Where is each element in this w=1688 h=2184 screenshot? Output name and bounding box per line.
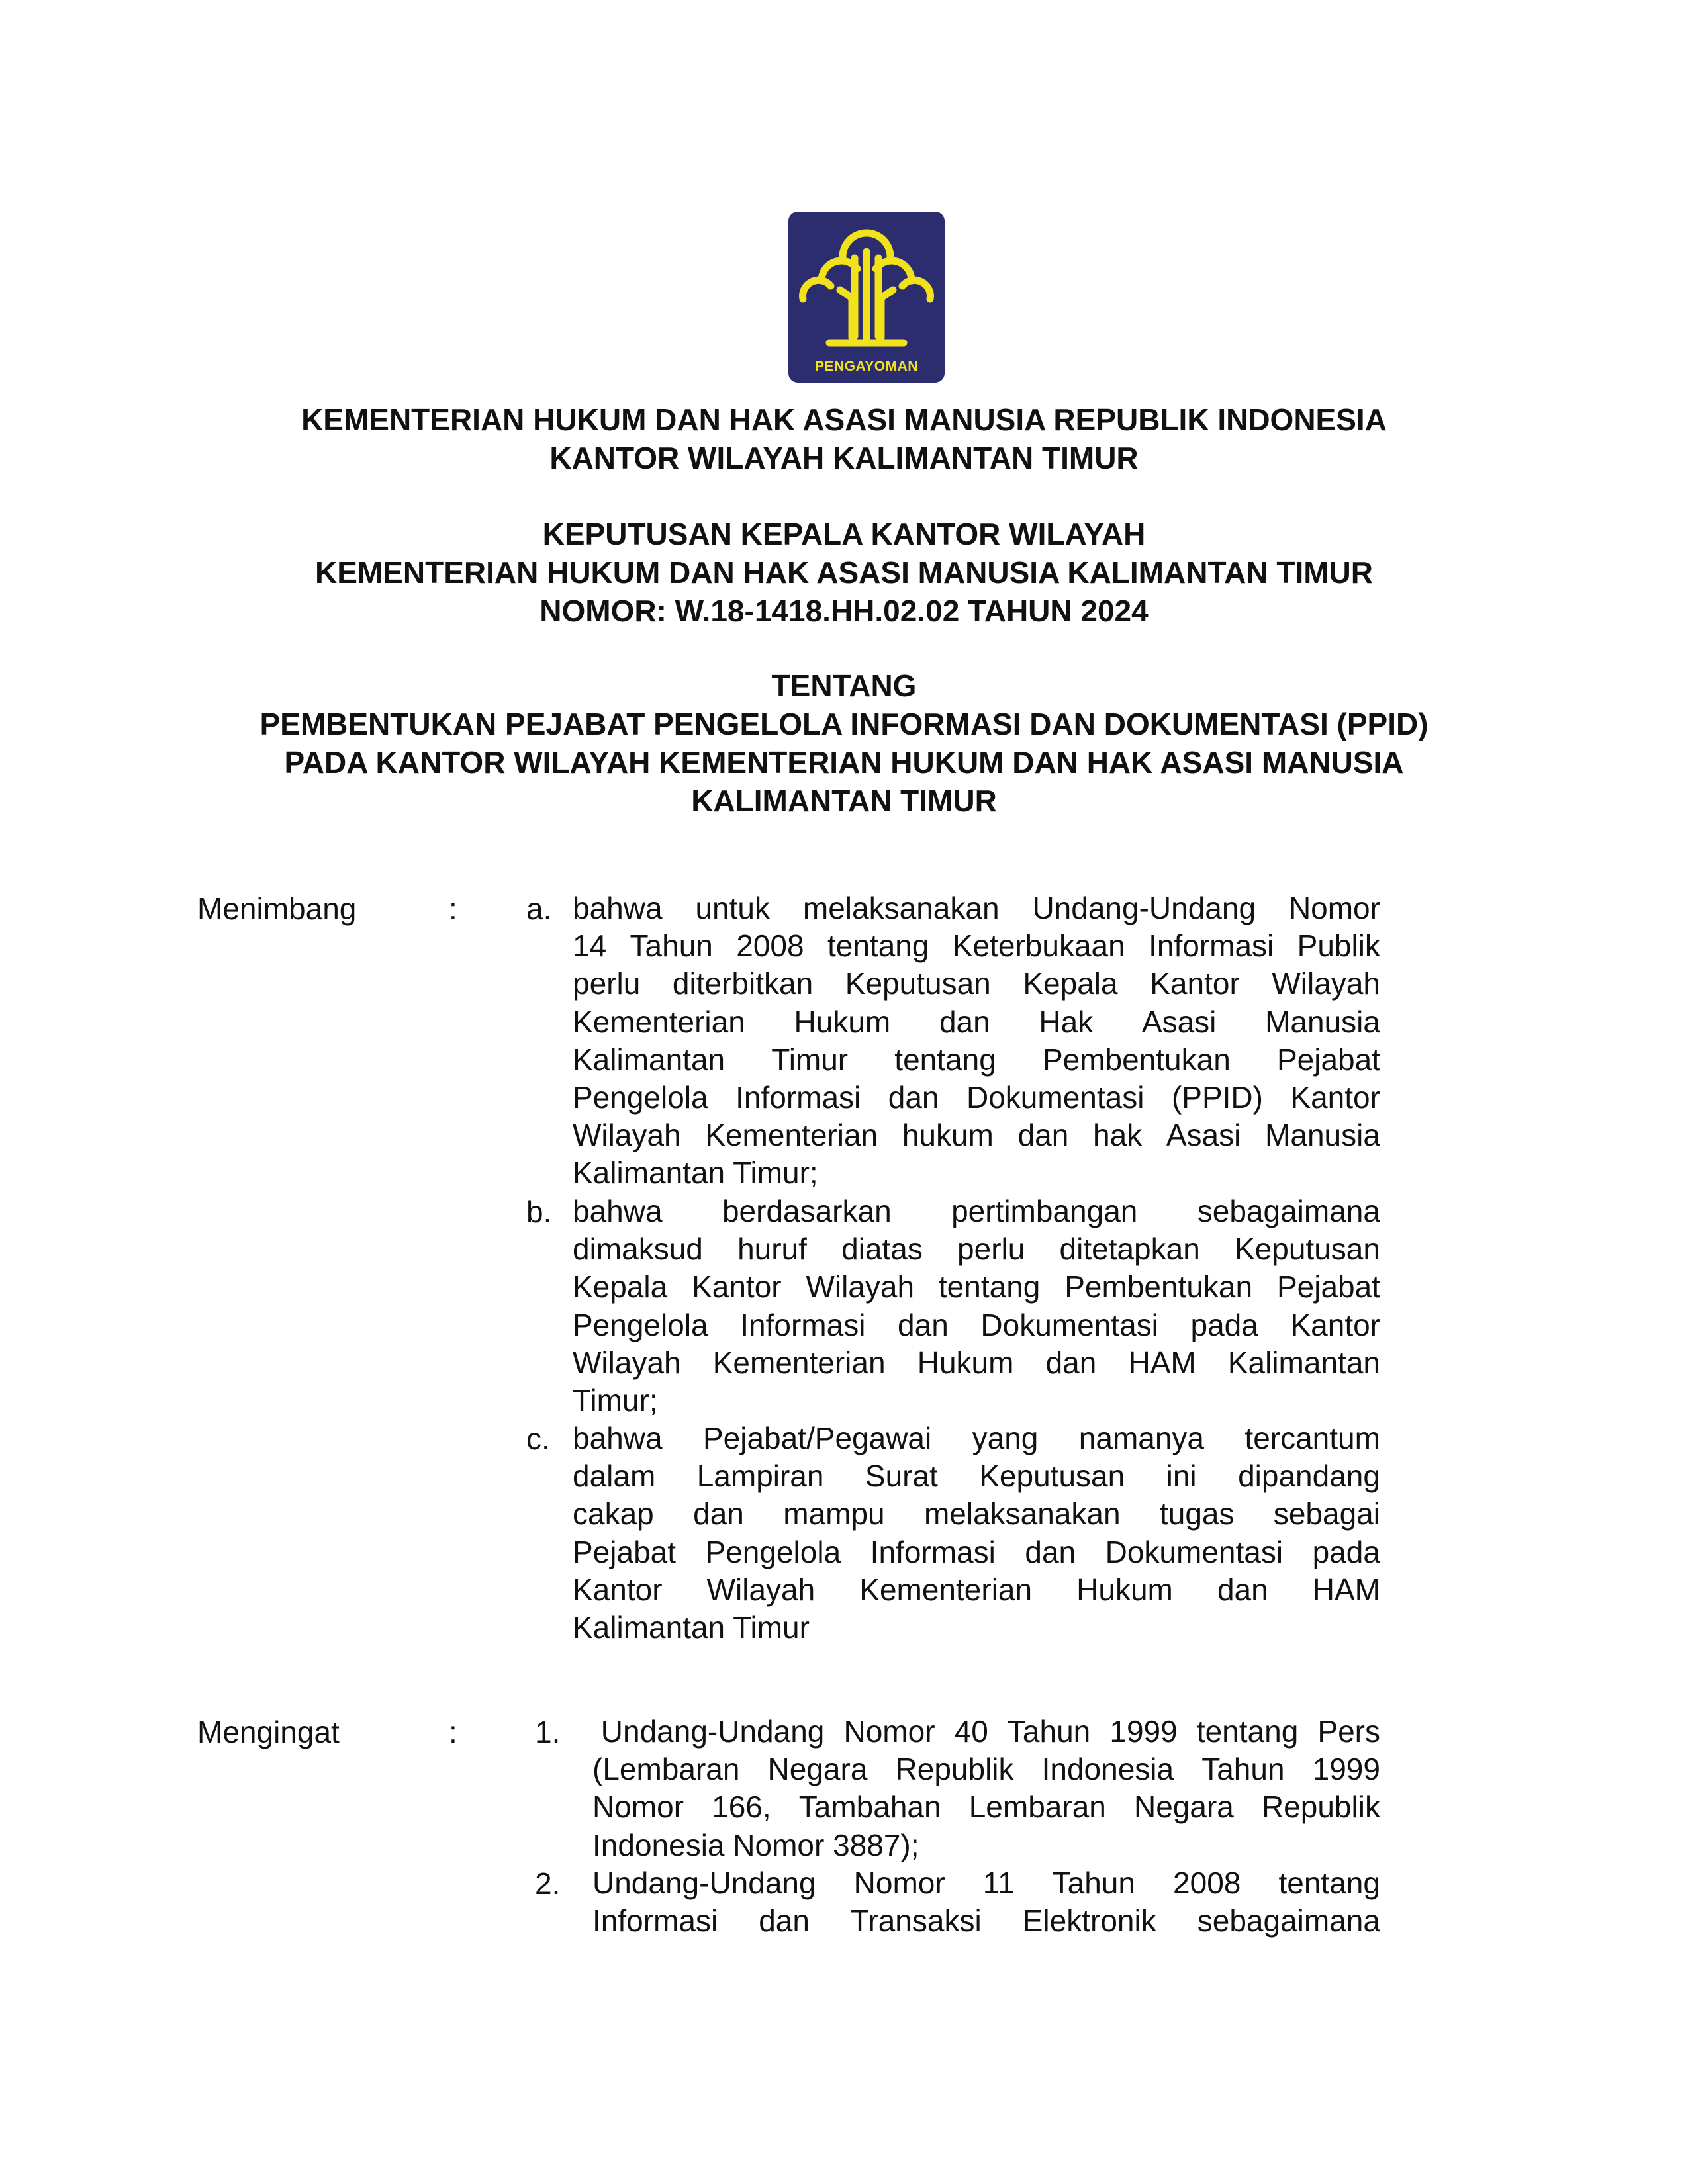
menimbang-marker-a: a. [526,891,552,926]
word: bahwa [573,1421,663,1455]
text-line [573,1268,1380,1306]
word: Pengelola [573,1080,708,1115]
word: dan [898,1307,949,1342]
word: Tahun [1007,1714,1091,1749]
word: dan [1045,1345,1097,1380]
word: Wilayah [706,1572,816,1607]
menimbang-marker-b: b. [526,1195,552,1229]
word: 1999 [1109,1714,1178,1749]
word: sebagai [1273,1496,1380,1531]
word: Negara [767,1752,868,1787]
mengingat-item-1 [592,1713,1380,1864]
word: dan [1025,1534,1076,1569]
word: Hukum [917,1345,1014,1380]
word: Undang-Undang [592,1866,816,1900]
text-line [573,1306,1380,1344]
text-line [573,1041,1380,1079]
word: dan [888,1080,939,1115]
word: perlu [573,966,641,1001]
text-line [573,889,1380,927]
word: perlu [957,1232,1025,1267]
word: dan [939,1004,990,1039]
text-line [573,1571,1380,1609]
word: hak [1093,1118,1143,1153]
word: berdasarkan [722,1194,892,1228]
word: Pejabat [1276,1269,1380,1304]
word: 1999 [1312,1752,1380,1787]
mengingat-marker-1: 1. [535,1715,561,1749]
word: tentang [827,929,929,964]
word: Transaksi [851,1903,982,1938]
menimbang-item-c [573,1420,1380,1647]
word: Kementerian [859,1572,1033,1607]
word: dipandang [1238,1459,1380,1494]
word: Wilayah [806,1269,915,1304]
menimbang-item-b [573,1193,1380,1420]
text-line [573,1079,1380,1116]
text-line [573,1344,1380,1382]
word: dan [1217,1572,1268,1607]
word: Keputusan [979,1459,1125,1494]
ministry-header [0,400,1688,477]
word: Asasi [1166,1118,1241,1153]
mengingat-item-2 [592,1864,1380,1940]
word: Nomor [1288,891,1380,925]
word: mampu [783,1496,885,1531]
word: namanya [1078,1421,1205,1455]
menimbang-label: Menimbang [197,891,357,926]
text-line [573,1533,1380,1571]
word: dimaksud [573,1232,703,1267]
word: Pers [1317,1714,1380,1749]
word: Hak [1039,1004,1094,1039]
word: Nomor [843,1714,935,1749]
subject-line-3: KALIMANTAN TIMUR [691,784,997,818]
word: hukum [902,1118,994,1153]
word: tentang [1278,1866,1380,1900]
word: Tahun [630,929,713,964]
word: bahwa [573,1194,663,1228]
word: HAM [1312,1572,1380,1607]
word: untuk [695,891,770,925]
mengingat-colon: : [449,1715,457,1749]
word: Informasi [1149,929,1274,964]
mengingat-label: Mengingat [197,1715,340,1749]
text-line: Timur; [573,1383,658,1418]
word: Indonesia [1041,1752,1174,1787]
word: dan [759,1903,810,1938]
word: Dokumentasi [1105,1534,1284,1569]
word: tugas [1159,1496,1235,1531]
word: (PPID) [1171,1080,1263,1115]
word: Informasi [592,1903,718,1938]
decree-title: KEPUTUSAN KEPALA KANTOR WILAYAH [542,517,1146,551]
word: Wilayah [573,1345,681,1380]
word: Kalimantan [573,1042,726,1077]
menimbang-item-a [573,889,1380,1193]
word: tercantum [1244,1421,1380,1455]
word: Keputusan [845,966,991,1001]
word: dalam [573,1459,656,1494]
text-line [573,1457,1380,1495]
word: Hukum [1076,1572,1173,1607]
word: tentang [938,1269,1041,1304]
word: 166, [712,1790,771,1825]
word: Asasi [1141,1004,1217,1039]
text-line [592,1864,1380,1902]
word: Pejabat [1276,1042,1380,1077]
text-line [573,927,1380,965]
word: Lampiran [696,1459,824,1494]
ministry-logo [788,212,945,383]
word: huruf [737,1232,807,1267]
word: Republik [895,1752,1014,1787]
word: melaksanakan [923,1496,1121,1531]
word: diatas [841,1232,923,1267]
word: sebagaimana [1197,1194,1380,1228]
text-line [573,1495,1380,1533]
decree-header [0,515,1688,630]
text-line [573,1003,1380,1041]
word: Dokumentasi [966,1080,1145,1115]
text-line: Indonesia Nomor 3887); [592,1827,919,1862]
subject-line-2: PADA KANTOR WILAYAH KEMENTERIAN HUKUM DAN HAK ASASI MANUSIA [284,745,1404,780]
text-line [573,1193,1380,1230]
mengingat-marker-2: 2. [535,1866,561,1901]
word: Kepala [573,1269,668,1304]
word: Kantor [1290,1080,1380,1115]
word: ini [1166,1459,1197,1494]
text-line [592,1713,1380,1751]
menimbang-colon: : [449,891,457,926]
word: dan [1017,1118,1069,1153]
word: diterbitkan [672,966,814,1001]
word: Elektronik [1022,1903,1156,1938]
office-line: KANTOR WILAYAH KALIMANTAN TIMUR [549,441,1139,475]
word: HAM [1128,1345,1196,1380]
word: ditetapkan [1059,1232,1200,1267]
subject-header [0,666,1688,820]
word: Republik [1261,1790,1380,1825]
word: Lembaran [968,1790,1106,1825]
word: Tahun [1201,1752,1285,1787]
word: Kepala [1023,966,1118,1001]
word: tentang [1196,1714,1299,1749]
word: Undang-Undang [1032,891,1256,925]
word: Kantor [692,1269,782,1304]
word: Publik [1297,929,1380,964]
menimbang-marker-c: c. [526,1422,550,1456]
word: Hukum [794,1004,891,1039]
word: pada [1312,1534,1380,1569]
word: Tahun [1052,1866,1135,1900]
word: Nomor [592,1790,684,1825]
word: Tambahan [798,1790,941,1825]
text-line: Kalimantan Timur; [573,1156,818,1191]
word: Undang-Undang [592,1714,825,1749]
text-line [573,1116,1380,1154]
word: Negara [1133,1790,1234,1825]
decree-issuer: KEMENTERIAN HUKUM DAN HAK ASASI MANUSIA KALIMANTAN TIMUR [315,555,1373,590]
word: Wilayah [1272,966,1380,1001]
text-line [573,1230,1380,1268]
word: yang [972,1421,1039,1455]
word: Keputusan [1235,1232,1380,1267]
text-line: Kalimantan Timur [573,1610,810,1645]
word: Pembentukan [1064,1269,1253,1304]
word: Kantor [1290,1307,1380,1342]
word: Manusia [1265,1004,1380,1039]
word: cakap [573,1496,654,1531]
word: Pengelola [573,1307,708,1342]
word: Keterbukaan [952,929,1125,964]
word: Pejabat/Pegawai [702,1421,932,1455]
word: 14 [573,929,607,964]
word: Informasi [735,1080,861,1115]
ministry-line: KEMENTERIAN HUKUM DAN HAK ASASI MANUSIA REPUBLIK INDONESIA [301,402,1387,437]
word: Wilayah [573,1118,681,1153]
text-line [592,1751,1380,1788]
word: Timur [771,1042,849,1077]
word: bahwa [573,891,663,925]
word: Surat [865,1459,938,1494]
logo-caption: PENGAYOMAN [815,359,918,374]
word: Informasi [740,1307,866,1342]
word: Pejabat [573,1534,677,1569]
word: dan [693,1496,744,1531]
word: Kementerian [573,1004,745,1039]
word: tentang [894,1042,996,1077]
subject-heading: TENTANG [771,668,917,703]
text-line [573,965,1380,1003]
word: (Lembaran [592,1752,740,1787]
word: Pembentukan [1042,1042,1231,1077]
word: 2008 [1173,1866,1241,1900]
pengayoman-tree-icon [788,212,945,364]
word: Dokumentasi [980,1307,1158,1342]
word: pertimbangan [951,1194,1138,1228]
text-line [573,1420,1380,1457]
text-line [592,1788,1380,1826]
decree-number: NOMOR: W.18-1418.HH.02.02 TAHUN 2024 [539,594,1149,628]
word: Informasi [870,1534,996,1569]
word: Kalimantan [1227,1345,1380,1380]
word: Kantor [573,1572,663,1607]
word: Pengelola [705,1534,841,1569]
word: 40 [954,1714,988,1749]
word: melaksanakan [802,891,1000,925]
word: Nomor [853,1866,945,1900]
text-line [592,1902,1380,1940]
word: 11 [982,1866,1015,1900]
word: Kementerian [705,1118,878,1153]
word: Kantor [1150,966,1240,1001]
word: Manusia [1265,1118,1380,1153]
word: Kementerian [712,1345,886,1380]
word: pada [1190,1307,1258,1342]
word: sebagaimana [1197,1903,1380,1938]
word: 2008 [736,929,804,964]
subject-line-1: PEMBENTUKAN PEJABAT PENGELOLA INFORMASI DAN DOKUMENTASI (PPID) [259,707,1429,741]
